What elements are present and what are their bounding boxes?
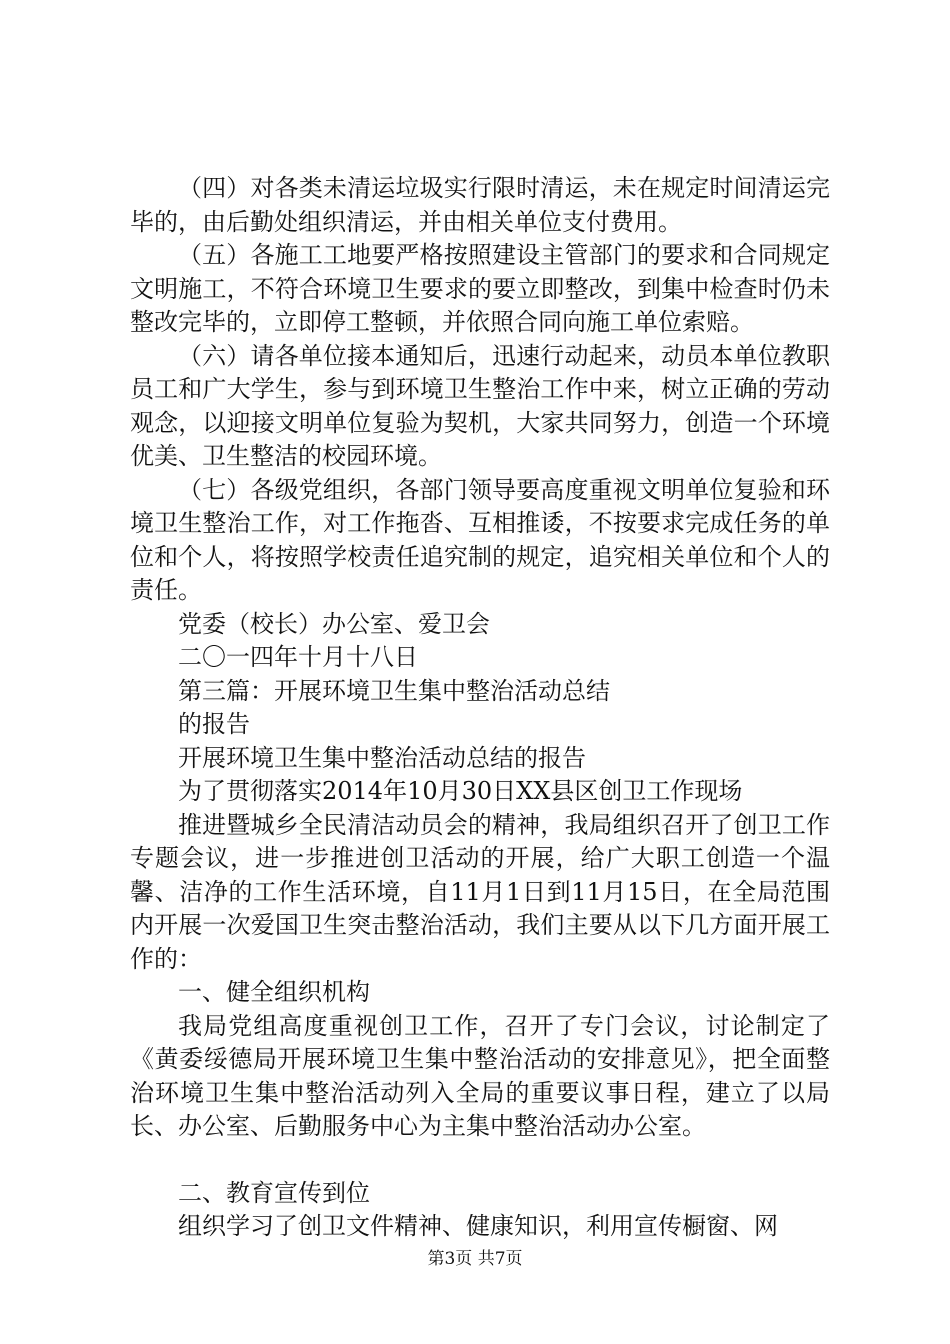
paragraph-education: 组织学习了创卫文件精神、健康知识，利用宣传橱窗、网 <box>178 1212 778 1240</box>
report-title: 开展环境卫生集中整治活动总结的报告 <box>178 743 586 772</box>
paragraph-7: （七）各级党组织，各部门领导要高度重视文明单位复验和环境卫生整治工作，对工作拖沓、互相推诿，不按要求完成任务的单位和个人，将按照学校责任追究制的规定，追究相关单位和个人的责任。 <box>130 475 830 604</box>
paragraph-organization: 我局党组高度重视创卫工作，召开了专门会议，讨论制定了《黄委绥德局开展环境卫生集中整治活动的安排意见》，把全面整治环境卫生集中整治活动列入全局的重要议事日程，建立了以局长、办公室、后勤服务中心为主集中整治活动办公室。 <box>130 1011 830 1140</box>
paragraph-4: （四）对各类未清运垃圾实行限时清运，未在规定时间清运完毕的，由后勤处组织清运，并由相关单位支付费用。 <box>130 174 830 236</box>
report-intro-body: 推进暨城乡全民清洁动员会的精神，我局组织召开了创卫工作专题会议，进一步推进创卫活动的开展，给广大职工创造一个温馨、洁净的工作生活环境，自11月1日到11月15日，在全局范围内开展一次爱国卫生突击整治活动，我们主要从以下几方面开展工作的： <box>130 810 830 973</box>
paragraph-6: （六）请各单位接本通知后，迅速行动起来，动员本单位教职员工和广大学生，参与到环境卫生整治工作中来，树立正确的劳动观念，以迎接文明单位复验为契机，大家共同努力，创造一个环境优美、卫生整洁的校园环境。 <box>130 341 830 470</box>
subheading-education: 二、教育宣传到位 <box>178 1178 370 1207</box>
section-heading: 第三篇：开展环境卫生集中整治活动总结 <box>178 676 610 705</box>
section-heading-cont: 的报告 <box>178 710 250 738</box>
subheading-organization: 一、健全组织机构 <box>178 978 370 1006</box>
paragraph-5: （五）各施工工地要严格按照建设主管部门的要求和合同规定文明施工，不符合环境卫生要求的要立即整改，到集中检查时仍未整改完毕的，立即停工整顿，并依照合同向施工单位索赔。 <box>130 241 830 336</box>
report-intro: 为了贯彻落实2014年10月30日XX县区创卫工作现场 <box>178 777 743 805</box>
signature-office: 党委（校长）办公室、爱卫会 <box>178 609 490 638</box>
page-footer: 第3页 共7页 <box>427 1249 523 1269</box>
document-body <box>130 172 830 1244</box>
signature-date: 二〇一四年十月十八日 <box>178 643 418 671</box>
